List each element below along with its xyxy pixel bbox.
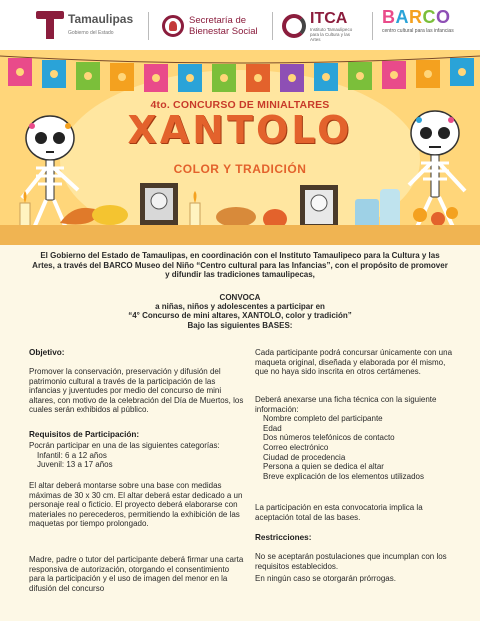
itca-sub: Instituto Tamaulipeco para la Cultura y las Artes [310,26,353,42]
contest-title: XANTOLO [127,108,353,152]
bienestar-heart-icon [162,15,184,37]
objetivo-text: Promover la conservación, preservación y difusión del patrimonio cultural a través de la participación de las infancias y juventudes por medio del concurso de mini altares, con motivo de la celebración del Día de Muertos, los cuales serán exhibidos al público. [29,367,244,415]
logo-strip [0,0,480,50]
ficha-block [255,395,455,481]
convoca-line: Bajo las siguientes BASES: [187,320,293,330]
intro-paragraph: El Gobierno del Estado de Tamaulipas, en coordinación con el Instituto Tamaulipeco para la Cultura y las Artes, a través del BARCO Museo del Niño “Centro cultural para las Infancias”, con el propósito de promover y difundir las tradiciones tamaulipecas, [32,251,448,280]
logo-divider [372,12,373,40]
requisitos-block [29,441,244,470]
tamaulipas-sub: Gobierno del Estado [68,30,114,36]
altar-rules-text: El altar deberá montarse sobre una base con medidas máximas de 30 x 30 cm. El altar deberá estar dedicado a un personaje real o ficticio. El proyecto deberá elaborarse con materiales no perecederos, permitiendo la exhibición de las maquetas por tiempo prolongado. [29,481,243,529]
convoca-heading: CONVOCA [219,293,261,302]
restricciones-text-2: En ningún caso se otorgarán prórrogas. [255,574,396,583]
ficha-item: Dos números telefónicos de contacto [263,433,395,443]
categoria-item: Infantil: 6 a 12 años [37,450,107,460]
papel-picado-flags [0,50,480,100]
requisitos-heading: Requisitos de Participación: [29,430,140,439]
itca-name: ITCA [310,9,348,27]
aceptacion-text: La participación en esta convocatoria implica la aceptación total de las bases. [255,503,423,522]
requisitos-intro: Pocrán participar en una de las siguientes categorías: [29,441,220,450]
tamaulipas-logo [36,8,133,44]
ficha-item: Nombre completo del participante [263,414,383,424]
ficha-item: Edad [263,423,282,433]
convoca-line: “4° Concurso de mini altares, XANTOLO, color y tradición” [128,311,352,321]
categoria-item: Juvenil: 13 a 17 años [37,460,113,470]
restricciones-heading: Restricciones: [255,533,312,542]
tutor-text: Madre, padre o tutor del participante deberá firmar una carta responsiva de autorización, otorgando el consentimiento para la participación y el uso de imagen del menor en la difusión del concurso [29,555,244,593]
restricciones-text-1: No se aceptarán postulaciones que incumplan con los requisitos establecidos. [255,552,447,571]
convoca-line: a niñas, niños y adolescentes a participar en [155,302,325,312]
tamaulipas-name: Tamaulipas [68,12,134,26]
ficha-item: Breve explicación de los elementos utilizados [263,471,424,481]
logo-divider [272,12,273,40]
logo-divider [148,12,149,40]
bienestar-name: Secretaría de Bienestar Social [189,15,258,37]
pan-de-muerto-icon [216,207,256,227]
bienestar-logo [162,8,277,44]
ficha-item: Ciudad de procedencia [263,452,346,462]
ficha-intro: Deberá anexarse una ficha técnica con la siguiente información: [255,395,437,414]
maqueta-text: Cada participante podrá concursar únicamente con una maqueta original, diseñada y elaborada por él mismo, que no haya sido inscrita en otros certámenes. [255,348,453,377]
ficha-item: Correo electrónico [263,442,329,452]
barco-sub: centro cultural para las infancias [382,28,454,34]
itca-logo [282,8,358,44]
convoca-block [30,293,450,330]
barco-logo: BARCO centro cultural para las infancias [382,7,454,34]
ficha-item: Persona a quien se dedica el altar [263,462,384,472]
contest-edition: 4to. CONCURSO DE MINIALTARES [150,99,330,111]
xantolo-banner [0,50,480,245]
tamaulipas-t-icon [36,11,64,41]
objetivo-heading: Objetivo: [29,348,65,357]
itca-ring-icon [282,14,306,38]
contest-subtitle: COLOR Y TRADICIÓN [173,162,307,176]
